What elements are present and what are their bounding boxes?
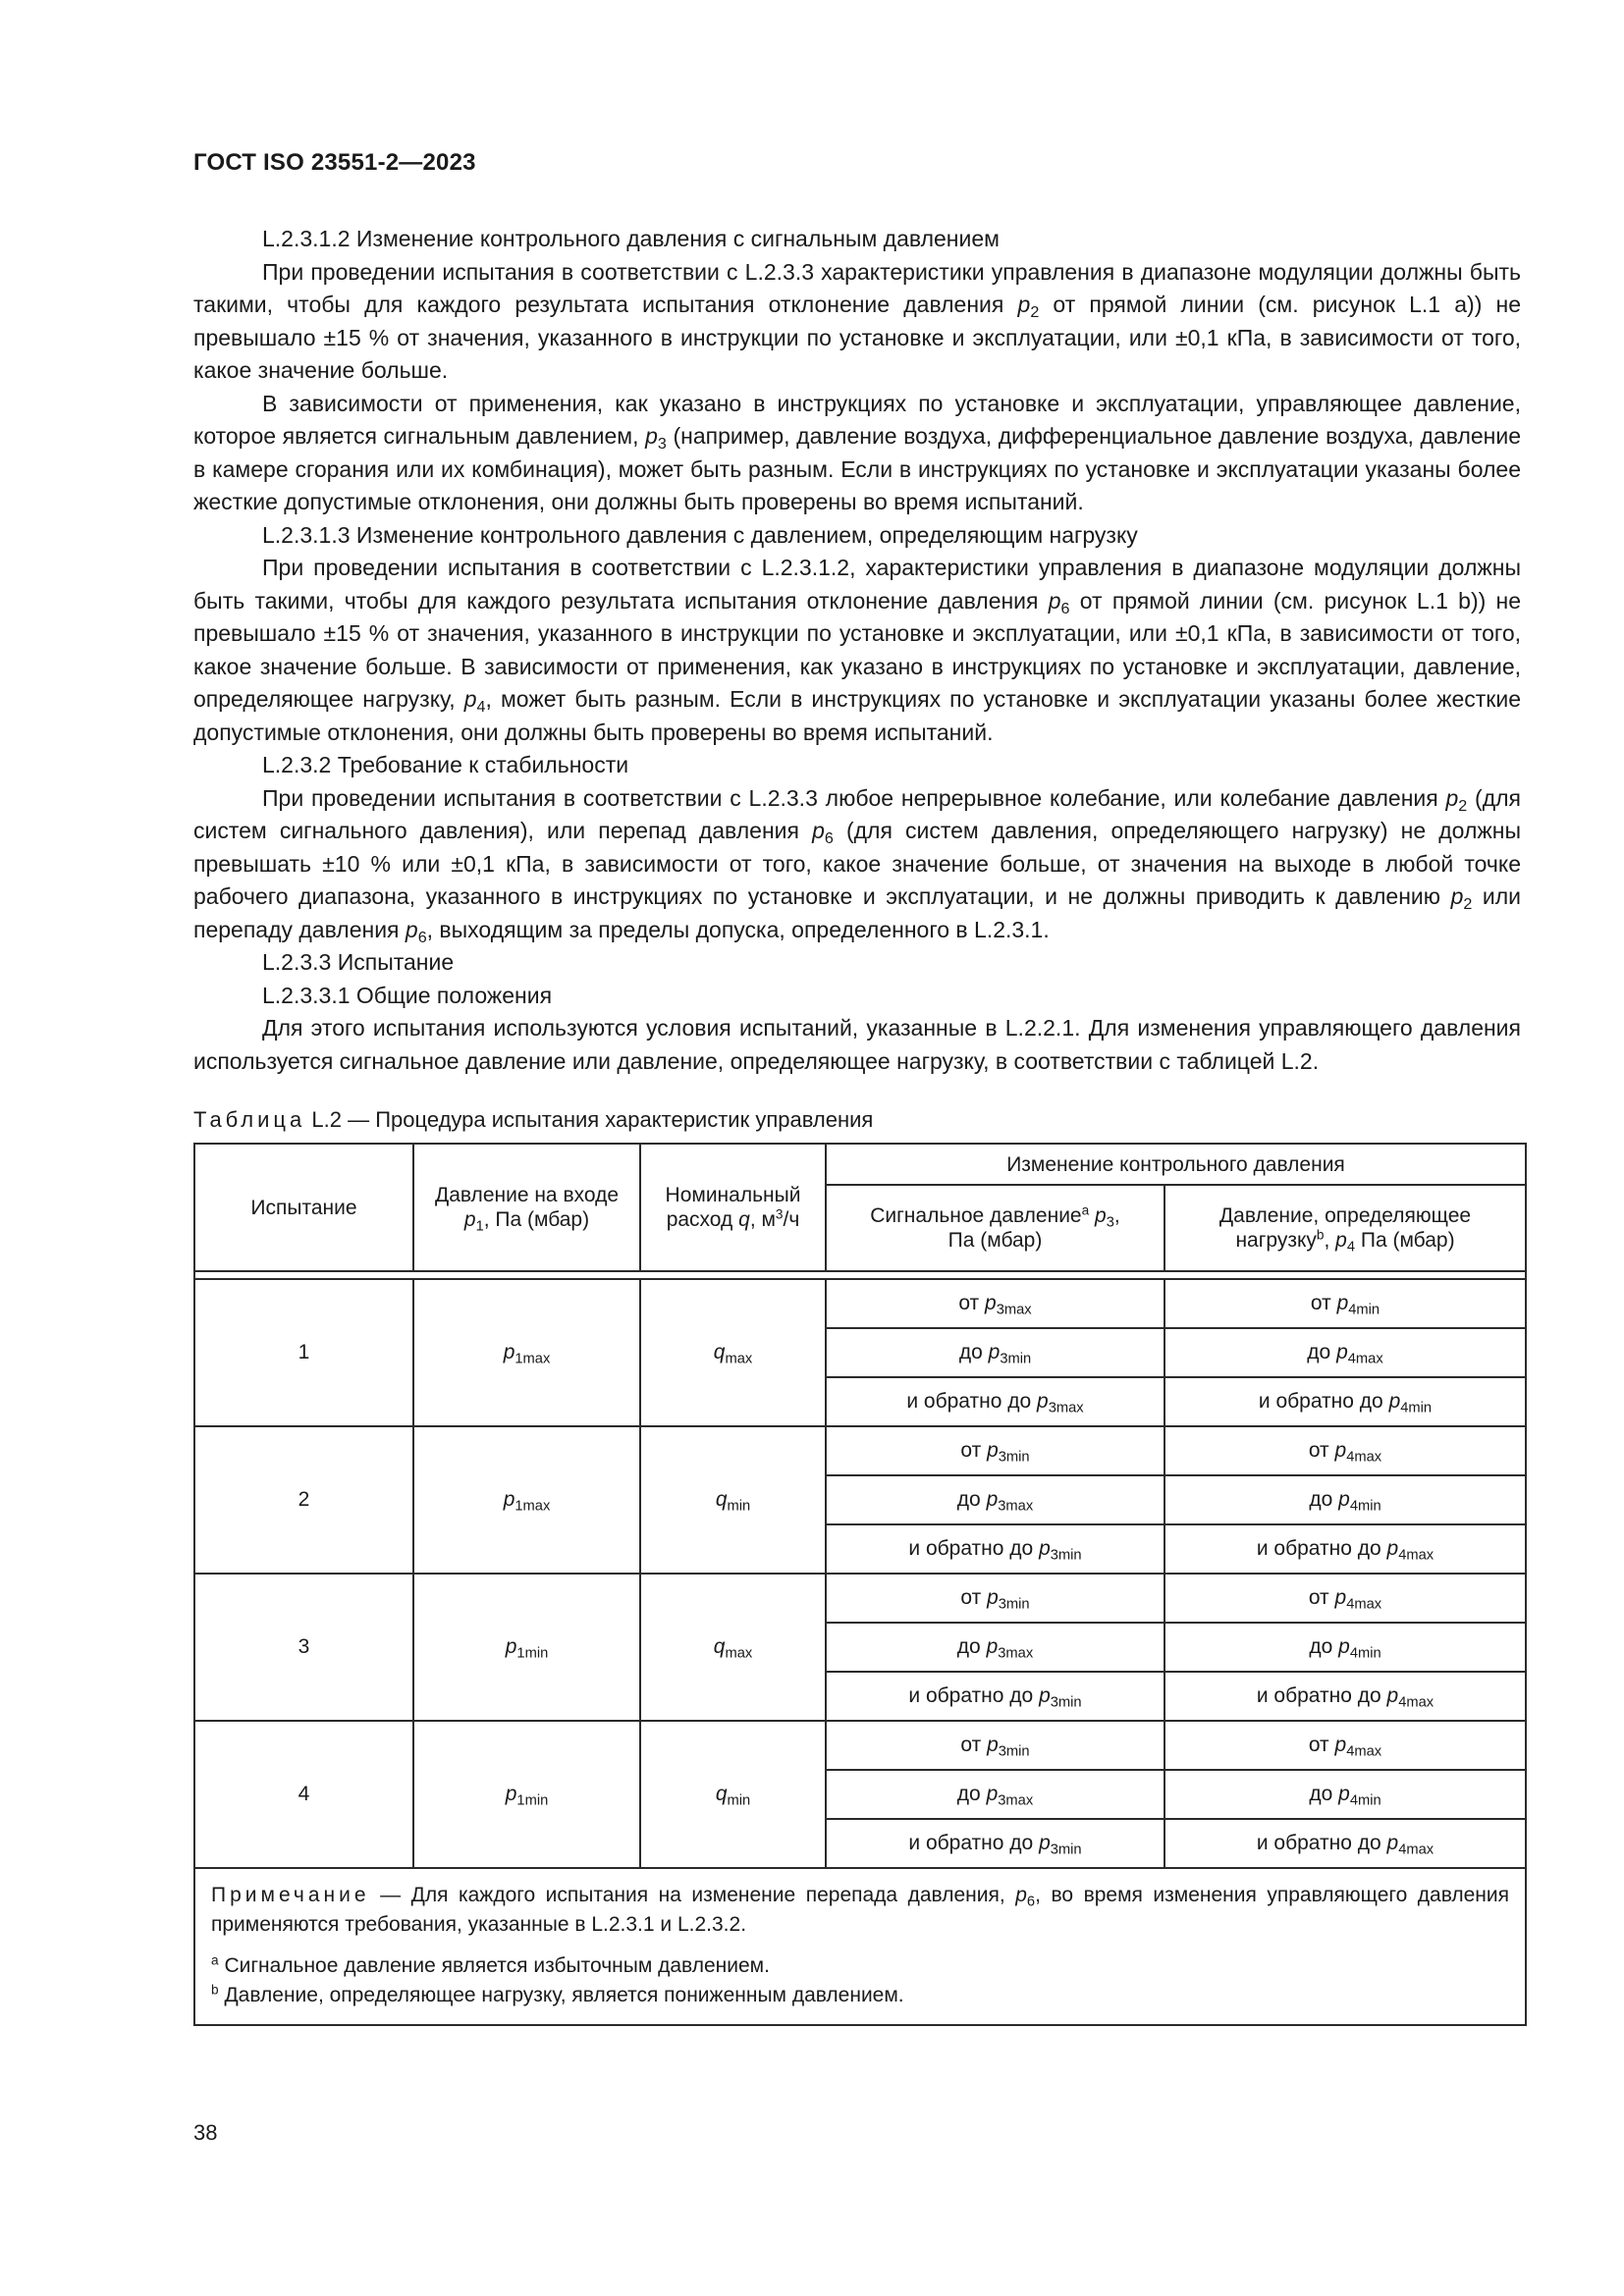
cell-signal: от $p_{3min}$ — [826, 1721, 1164, 1770]
header-load-pressure: Давление, определяющее нагрузку$^b$, $p_4$ Па (мбар) — [1164, 1185, 1526, 1271]
table-row — [194, 1721, 1526, 1770]
cell-signal: от $p_{3max}$ — [826, 1279, 1164, 1328]
header-nominal-flow: Номинальный расход q, $м^3/ч$ — [640, 1144, 826, 1271]
cell-load: от $p_{4min}$ — [1164, 1279, 1526, 1328]
cell-signal: и обратно до $p_{3max}$ — [826, 1377, 1164, 1426]
paragraph: При проведении испытания в соответствии с L.2.3.3 характеристики управления в диапазоне модуляции должны быть такими, чтобы для каждого результата испытания отклонение давления $p_2$ от прямой линии (см. рисунок L.1 a)) не превышало ±15 % от значения, указанного в инструкции по установке и эксплуатации, или ±0,1 кПа, в зависимости от того, какое значение больше. — [193, 258, 1522, 383]
cell-flow: $q_{min}$ — [640, 1426, 826, 1574]
header-control-pressure: Изменение контрольного давления — [826, 1144, 1526, 1185]
cell-signal: от $p_{3min}$ — [826, 1426, 1164, 1475]
cell-flow: $q_{max}$ — [640, 1279, 826, 1426]
paragraph: При проведении испытания в соответствии с L.2.3.1.2, характеристики управления в диапазоне модуляции должны быть такими, чтобы для каждого результата испытания отклонение давления $p_6$ от прямой линии (см. рисунок L.1 b)) не превышало ±15 % от значения, указанного в инструкции по установке и эксплуатации, или ±0,1 кПа, в зависимости от того, какое значение больше. В зависимости от применения, как указано в инструкциях по установке и эксплуатации, давление, определяющее нагрузку, $p_4$, может быть разным. Если в инструкциях по установке и эксплуатации указаны более жесткие допустимые отклонения, они должны быть проверены во время испытаний. — [193, 555, 1522, 745]
cell-signal: до $p_{3min}$ — [826, 1328, 1164, 1377]
paragraph: В зависимости от применения, как указано в инструкциях по установке и эксплуатации, управляющее давление, которое является сигнальным давлением, $p_3$ (например, давление воздуха, дифференциальное давление воздуха, давление в камере сгорания или их комбинация), может быть разным. Если в инструкциях по установке и эксплуатации указаны более жесткие допустимые отклонения, они должны быть проверены во время испытаний. — [193, 390, 1522, 514]
section-heading: L.2.3.1.3 Изменение контрольного давления с давлением, определяющим нагрузку — [262, 521, 1138, 548]
footnote-b: $^b$ Давление, определяющее нагрузку, является пониженным давлением. — [211, 1982, 904, 2006]
cell-load: от $p_{4max}$ — [1164, 1426, 1526, 1475]
table-note: Примечание — Для каждого испытания на изменение перепада давления, $p_6$, во время изменения управляющего давления применяются требования, указанные в L.2.3.1 и L.2.3.2. $^a$ Сигнальное давление является избыточным давлением. $^b$ Давление, определяющее нагрузку, является пониженным давлением. — [194, 1868, 1526, 2025]
footnote-a: $^a$ Сигнальное давление является избыточным давлением. — [211, 1952, 770, 1977]
paragraph: Для этого испытания используются условия испытаний, указанные в L.2.2.1. Для изменения управляющего давления используется сигнальное давление или давление, определяющее нагрузку, в соответствии с таблицей L.2. — [193, 1015, 1521, 1074]
cell-signal: до $p_{3max}$ — [826, 1623, 1164, 1672]
cell-flow: $q_{min}$ — [640, 1721, 826, 1868]
cell-flow: $q_{max}$ — [640, 1574, 826, 1721]
cell-load: и обратно до $p_{4min}$ — [1164, 1377, 1526, 1426]
page-number: 38 — [193, 2120, 218, 2145]
table-row — [194, 1279, 1526, 1328]
section-heading: L.2.3.3 Испытание — [262, 949, 455, 975]
cell-inlet: $p_{1min}$ — [413, 1721, 640, 1868]
cell-load: от $p_{4max}$ — [1164, 1574, 1526, 1623]
paragraph: При проведении испытания в соответствии с L.2.3.3 любое непрерывное колебание, или колебание давления $p_2$ (для систем сигнального давления), или перепад давления $p_6$ (для систем давления, определяющего нагрузку) не должны превышать ±10 % или ±0,1 кПа, в зависимости от того, какое значение больше, от значения на выходе в любой точке рабочего диапазона, указанного в инструкциях по установке и эксплуатации, и не должны приводить к давлению $p_2$ или перепаду давления $p_6$, выходящим за пределы допуска, определенного в L.2.3.1. — [193, 784, 1522, 946]
cell-test: 2 — [194, 1426, 413, 1574]
cell-load: и обратно до $p_{4max}$ — [1164, 1672, 1526, 1721]
cell-load: до $p_{4min}$ — [1164, 1770, 1526, 1819]
cell-load: от $p_{4max}$ — [1164, 1721, 1526, 1770]
cell-signal: от $p_{3min}$ — [826, 1574, 1164, 1623]
header-signal-pressure: Сигнальное давление$^a$ $p_3$, Па (мбар) — [826, 1185, 1164, 1271]
body-text — [193, 223, 1521, 1078]
cell-load: и обратно до $p_{4max}$ — [1164, 1819, 1526, 1868]
header-inlet-pressure: Давление на входе $p_1$, Па (мбар) — [413, 1144, 640, 1271]
cell-signal: до $p_{3max}$ — [826, 1475, 1164, 1524]
cell-load: до $p_{4min}$ — [1164, 1475, 1526, 1524]
cell-test: 3 — [194, 1574, 413, 1721]
cell-signal: и обратно до $p_{3min}$ — [826, 1672, 1164, 1721]
cell-inlet: $p_{1max}$ — [413, 1279, 640, 1426]
cell-inlet: $p_{1max}$ — [413, 1426, 640, 1574]
cell-load: до $p_{4max}$ — [1164, 1328, 1526, 1377]
document-header: ГОСТ ISO 23551-2—2023 — [193, 149, 476, 176]
section-heading: L.2.3.3.1 Общие положения — [262, 982, 553, 1008]
header-test: Испытание — [194, 1144, 413, 1271]
cell-signal: и обратно до $p_{3min}$ — [826, 1819, 1164, 1868]
table-caption: Таблица L.2 — Процедура испытания характеристик управления — [193, 1107, 874, 1132]
cell-load: и обратно до $p_{4max}$ — [1164, 1524, 1526, 1574]
cell-load: до $p_{4min}$ — [1164, 1623, 1526, 1672]
cell-test: 1 — [194, 1279, 413, 1426]
section-heading: L.2.3.1.2 Изменение контрольного давления с сигнальным давлением — [262, 226, 1000, 251]
test-procedure-table — [193, 1143, 1527, 2026]
table-row — [194, 1426, 1526, 1475]
section-heading: L.2.3.2 Требование к стабильности — [262, 752, 629, 777]
table-row — [194, 1574, 1526, 1623]
cell-signal: и обратно до $p_{3min}$ — [826, 1524, 1164, 1574]
cell-signal: до $p_{3max}$ — [826, 1770, 1164, 1819]
cell-inlet: $p_{1min}$ — [413, 1574, 640, 1721]
cell-test: 4 — [194, 1721, 413, 1868]
